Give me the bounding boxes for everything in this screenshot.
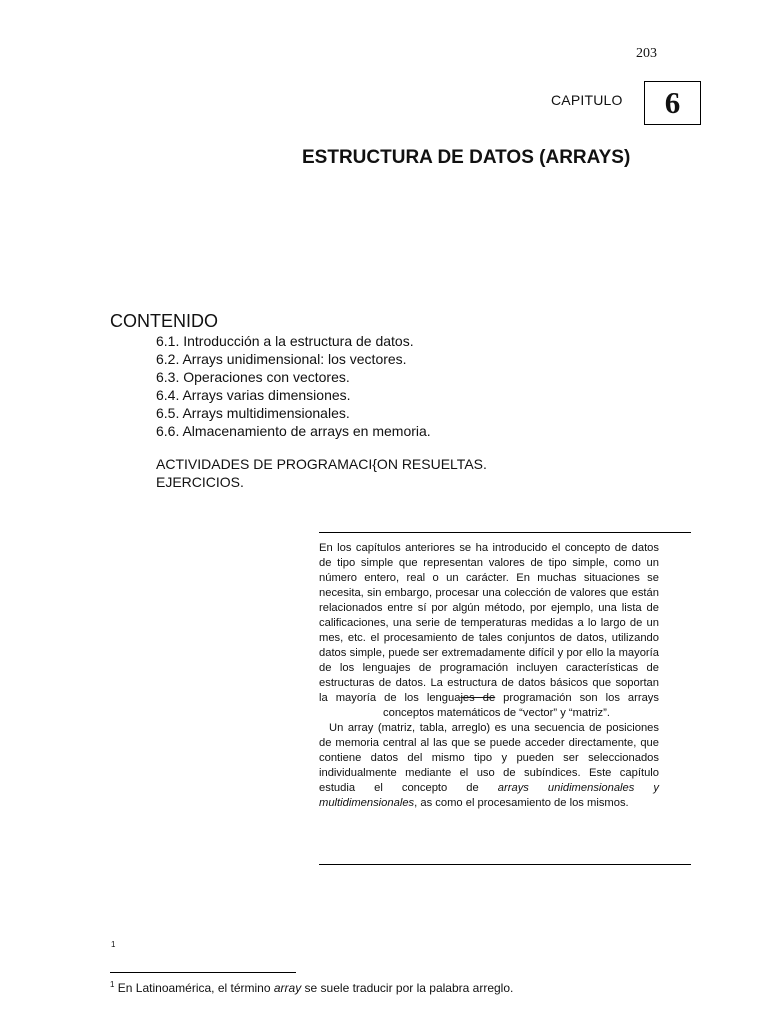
contents-item: 6.5. Arrays multidimensionales. [156, 405, 350, 421]
chapter-label: CAPITULO [551, 92, 623, 108]
exercises-line: EJERCICIOS. [156, 474, 244, 490]
intro-text: , as como el procesamiento de los mismos. [414, 797, 629, 809]
intro-top-rule [319, 532, 691, 533]
intro-text: programación son los arrays [495, 692, 659, 704]
footnote-italic: array [273, 981, 302, 995]
contents-item: 6.1. Introducción a la estructura de datos. [156, 333, 414, 349]
chapter-number-box [644, 81, 701, 125]
intro-text: En los capítulos anteriores se ha introducido el concepto de datos de tipo simple que representan valores de tipo simple, como un número entero, real o un carácter. En muchas situaciones se necesita, sin embargo, procesar una colección de valores que están relacionados entre sí por algún método, por ejemplo, una lista de calificaciones, una serie de temperaturas medidas a lo largo de un mes, etc. el procesamiento de tales conjuntos de datos, utilizando datos simple, puede ser extremadamente difícil y por ello la mayoría de los lenguajes de programación incluyen características de estructuras de datos. La estructura de datos básicos que soportan la mayoría de los lengua [319, 542, 659, 704]
chapter-number: 6 [664, 85, 681, 120]
intro-text: Un array (matriz, tabla, arreglo) es una secuencia de posiciones de memoria central al las que se puede acceder directamente, que contiene datos del mismo tipo y pueden ser seleccionados individualmente mediante el uso de subíndices. Este capítulo estudia el concepto de [319, 722, 659, 794]
intro-text: conceptos matemáticos de “vector” y “matriz”. [383, 707, 610, 719]
contents-item: 6.4. Arrays varias dimensiones. [156, 387, 351, 403]
intro-paragraph-1 [319, 541, 659, 721]
contents-item: 6.6. Almacenamiento de arrays en memoria. [156, 423, 431, 439]
intro-box [319, 541, 659, 811]
intro-bottom-rule [319, 864, 691, 865]
footnote-marker: 1 [110, 980, 115, 989]
contents-item: 6.3. Operaciones con vectores. [156, 369, 350, 385]
activities-line: ACTIVIDADES DE PROGRAMACI{ON RESUELTAS. [156, 456, 487, 472]
activities-block [156, 455, 487, 491]
footnote-rule [110, 972, 296, 973]
contents-item: 6.2. Arrays unidimensional: los vectores. [156, 351, 407, 367]
contents-list [156, 332, 431, 440]
footnote [110, 980, 513, 995]
contents-heading: CONTENIDO [110, 311, 218, 331]
page-number: 203 [636, 46, 657, 61]
footnote-text: En Latinoamérica, el término [114, 981, 274, 995]
italic-text: arrays unidimensionales y multidimensionales [319, 782, 659, 809]
footnote-reference-marker: 1 [111, 940, 116, 949]
footnote-text: se suele traducir por la palabra arreglo. [301, 981, 514, 995]
struck-text: jes de [460, 692, 496, 704]
intro-paragraph-2 [319, 721, 659, 811]
chapter-title: ESTRUCTURA DE DATOS (ARRAYS) [302, 147, 631, 168]
